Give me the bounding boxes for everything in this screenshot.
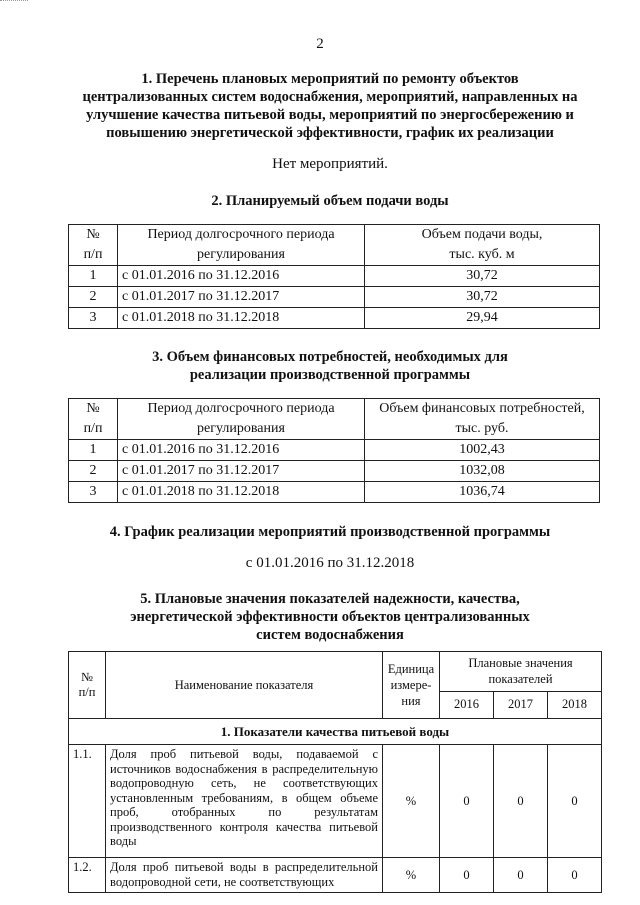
section1-title: 1. Перечень плановых мероприятий по ремонту объектов централизованных систем водоснабжения, мероприятий, направленных на улучшение качества питьевой воды, мероприятий по энергосбережению и повышению энергетической эффективности, график их реализации — [82, 71, 578, 141]
table-row: 2 с 01.01.2017 по 31.12.2017 30,72 — [69, 287, 600, 308]
table-row: 1.1. Доля проб питьевой воды, подаваемой с источников водоснабжения в распределительную водопроводную сеть, не соответствующих установленным требованиям, в общем объеме проб, отобранных по результатам производственного контроля качества питьевой воды % 0 0 0 — [69, 745, 602, 858]
table-row: 2 с 01.01.2017 по 31.12.2017 1032,08 — [69, 461, 600, 482]
table-header-row — [69, 399, 600, 440]
section3-title: 3. Объем финансовых потребностей, необходимых для реализации производственной программы — [152, 349, 508, 383]
page-number: 2 — [316, 36, 324, 52]
section5-title: 5. Плановые значения показателей надежности, качества, энергетической эффективности объектов централизованных систем водоснабжения — [130, 591, 530, 643]
section4-period: с 01.01.2016 по 31.12.2018 — [245, 555, 415, 571]
group-row — [69, 719, 602, 745]
header-period: Период долгосрочного периода регулирования — [118, 225, 365, 266]
header-period: Период долгосрочного периода регулирования — [118, 399, 365, 440]
table-row: 3 с 01.01.2018 по 31.12.2018 29,94 — [69, 308, 600, 329]
header-num: № п/п — [69, 225, 118, 266]
table-header-row — [69, 652, 602, 692]
header-num: № п/п — [69, 652, 106, 719]
financial-needs-table — [68, 398, 600, 503]
water-supply-table — [68, 224, 600, 329]
header-num: № п/п — [69, 399, 118, 440]
header-volume: Объем подачи воды, тыс. куб. м — [365, 225, 600, 266]
group-title: 1. Показатели качества питьевой воды — [69, 719, 602, 745]
header-year-2018: 2018 — [547, 691, 601, 718]
table-row: 1 с 01.01.2016 по 31.12.2016 30,72 — [69, 266, 600, 287]
indicators-table — [68, 651, 602, 893]
section2-title: 2. Планируемый объем подачи воды — [211, 193, 449, 209]
header-year-2017: 2017 — [493, 691, 547, 718]
table-header-row — [69, 225, 600, 266]
header-finance: Объем финансовых потребностей, тыс. руб. — [365, 399, 600, 440]
section1-note: Нет мероприятий. — [272, 156, 388, 172]
header-year-2016: 2016 — [440, 691, 494, 718]
table-row: 1.2. Доля проб питьевой воды в распределительной водопроводной сети, не соответствующих % 0 0 0 — [69, 858, 602, 893]
header-planned-values: Плановые значения показателей — [440, 652, 602, 692]
table-row: 1 с 01.01.2016 по 31.12.2016 1002,43 — [69, 440, 600, 461]
scan-artifact — [0, 0, 28, 5]
header-unit: Единица измере- ния — [383, 652, 440, 719]
table-row: 3 с 01.01.2018 по 31.12.2018 1036,74 — [69, 482, 600, 503]
header-indicator-name: Наименование показателя — [106, 652, 383, 719]
section4-title: 4. График реализации мероприятий производственной программы — [109, 524, 551, 540]
